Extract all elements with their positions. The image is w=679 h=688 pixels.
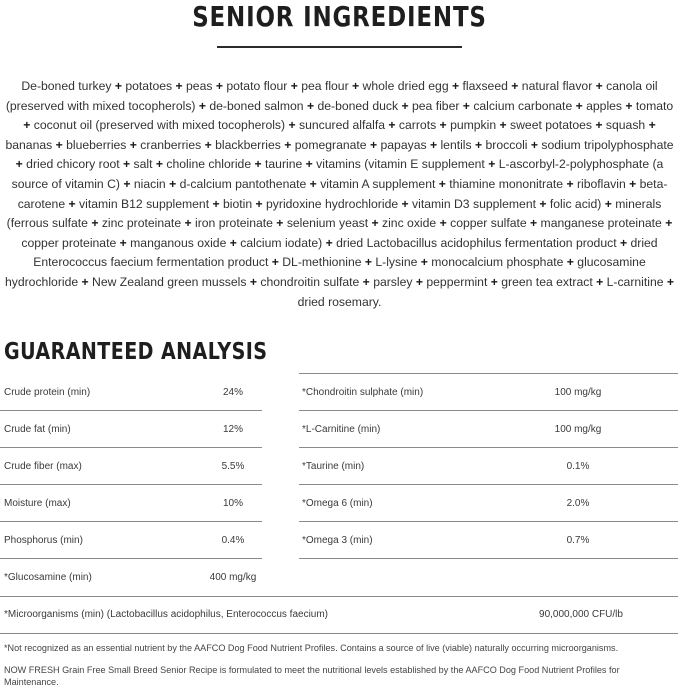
- plus-separator: +: [246, 274, 261, 289]
- ingredient-item: papayas: [380, 137, 427, 152]
- ingredient-item: natural flavor: [521, 79, 593, 93]
- plus-separator: +: [563, 255, 578, 270]
- plus-separator: +: [436, 118, 451, 133]
- plus-separator: +: [385, 118, 399, 133]
- plus-separator: +: [417, 255, 432, 270]
- ingredient-item: cranberries: [140, 137, 202, 152]
- plus-separator: +: [366, 137, 381, 152]
- ingredient-item: L-ascorbyl-2-polyphosphate (a source of vitamin C): [11, 157, 664, 191]
- plus-separator: +: [368, 216, 382, 231]
- ingredient-item: manganese proteinate: [540, 216, 662, 231]
- ingredient-item: L-carnitine: [606, 274, 664, 289]
- ingredient-item: calcium iodate): [240, 235, 323, 250]
- plus-separator: +: [507, 79, 522, 93]
- ga-full-value: 90,000,000 CFU/lb: [539, 609, 623, 620]
- ingredient-item: glucosamine hydrochloride: [4, 255, 646, 289]
- plus-separator: +: [212, 79, 227, 93]
- ingredient-item: vitamin A supplement: [320, 176, 436, 191]
- plus-separator: +: [252, 196, 267, 211]
- ga-left-value: 10%: [222, 498, 243, 509]
- ingredient-item: de-boned salmon: [209, 98, 304, 113]
- table-rule: [0, 521, 262, 522]
- ga-right-value: 0.1%: [566, 461, 590, 472]
- ingredient-item: blackberries: [215, 137, 281, 152]
- table-rule: [0, 558, 262, 559]
- ingredient-item: pea flour: [301, 79, 349, 93]
- plus-separator: +: [195, 98, 210, 113]
- plus-separator: +: [285, 118, 299, 133]
- ingredient-item: canola oil (preserved with mixed tocopherols): [5, 79, 658, 113]
- ingredient-item: pyridoxine hydrochloride: [266, 196, 399, 211]
- plus-separator: +: [625, 176, 640, 191]
- plus-separator: +: [201, 137, 216, 152]
- plus-separator: +: [412, 274, 427, 289]
- ingredient-item: coconut oil (preserved with mixed tocopherols): [33, 118, 286, 133]
- ga-right-value: 100 mg/kg: [554, 387, 602, 398]
- ga-left-label: Crude fiber (max): [4, 461, 82, 472]
- ingredient-item: flaxseed: [462, 79, 508, 93]
- ingredient-item: vitamin B12 supplement: [79, 196, 210, 211]
- title-underline: [217, 46, 462, 48]
- plus-separator: +: [448, 79, 463, 93]
- ga-left-value: 400 mg/kg: [209, 572, 257, 583]
- plus-separator: +: [426, 137, 441, 152]
- ingredient-item: biotin: [222, 196, 253, 211]
- plus-separator: +: [496, 118, 511, 133]
- ga-left-label: *Glucosamine (min): [4, 572, 92, 583]
- aafco-statement: NOW FRESH Grain Free Small Breed Senior Recipe is formulated to meet the nutritional levels established by the AAFCO Dog Food Nutrient Profiles for Maintenance.: [4, 665, 620, 687]
- plus-separator: +: [172, 79, 187, 93]
- ingredient-item: beta-carotene: [17, 176, 668, 211]
- plus-separator: +: [592, 274, 607, 289]
- ingredient-item: pumpkin: [450, 118, 497, 133]
- plus-separator: +: [535, 196, 550, 211]
- ingredient-item: green tea extract: [501, 274, 593, 289]
- table-rule: [299, 558, 678, 559]
- plus-separator: +: [622, 98, 636, 113]
- ga-left-value: 12%: [222, 424, 243, 435]
- plus-separator: +: [116, 235, 131, 250]
- plus-separator: +: [348, 79, 363, 93]
- ingredient-item: L-lysine: [375, 255, 418, 270]
- ingredient-item: vitamins (vitamin E supplement: [316, 157, 485, 172]
- ingredient-item: pomegranate: [294, 137, 367, 152]
- ga-left-value: 24%: [222, 387, 243, 398]
- table-rule: [0, 447, 262, 448]
- table-rule: [0, 410, 262, 411]
- plus-separator: +: [268, 255, 283, 270]
- ingredient-item: niacin: [133, 176, 166, 191]
- ingredient-item: choline chloride: [166, 157, 252, 172]
- ingredient-item: sodium tripolyphosphate: [541, 137, 674, 152]
- plus-separator: +: [592, 79, 607, 93]
- ga-right-label: *L-Carnitine (min): [302, 424, 381, 435]
- ingredient-item: d-calcium pantothenate: [179, 176, 307, 191]
- ga-left-label: Crude protein (min): [4, 387, 91, 398]
- plus-separator: +: [436, 216, 451, 231]
- ingredient-item: selenium yeast: [286, 216, 369, 231]
- table-rule: [299, 484, 678, 485]
- plus-separator: +: [65, 196, 80, 211]
- ingredient-item: zinc oxide: [382, 216, 437, 231]
- ingredient-item: salt: [133, 157, 153, 172]
- footnote: *Not recognized as an essential nutrient by the AAFCO Dog Food Nutrient Profiles. Contains a source of live (viable) naturally occurring microorganisms.: [4, 643, 619, 653]
- plus-separator: +: [527, 137, 542, 152]
- table-rule: [299, 373, 678, 374]
- table-rule: [0, 633, 678, 634]
- table-rule: [0, 596, 678, 597]
- page-title: SENIOR INGREDIENTS: [192, 0, 487, 33]
- ingredient-item: iron proteinate: [195, 216, 273, 231]
- ga-left-value: 5.5%: [221, 461, 245, 472]
- plus-separator: +: [359, 274, 374, 289]
- ingredient-item: dried Lactobacillus acidophilus fermentation product: [336, 235, 617, 250]
- plus-separator: +: [398, 196, 413, 211]
- ingredient-item: potato flour: [226, 79, 288, 93]
- plus-separator: +: [398, 98, 412, 113]
- plus-separator: +: [209, 196, 223, 211]
- ingredient-item: calcium carbonate: [473, 98, 573, 113]
- ingredient-item: monocalcium phosphate: [431, 255, 564, 270]
- ingredient-item: manganous oxide: [130, 235, 227, 250]
- table-rule: [299, 410, 678, 411]
- ingredient-item: New Zealand green mussels: [92, 274, 247, 289]
- plus-separator: +: [78, 274, 93, 289]
- ingredient-item: whole dried egg: [362, 79, 449, 93]
- plus-separator: +: [165, 176, 180, 191]
- ingredient-item: copper proteinate: [21, 235, 117, 250]
- plus-separator: +: [280, 137, 295, 152]
- ingredient-item: riboflavin: [576, 176, 626, 191]
- ingredient-item: DL-methionine: [282, 255, 362, 270]
- plus-separator: +: [119, 176, 134, 191]
- ingredient-item: folic acid): [549, 196, 602, 211]
- ingredient-item: dried Enterococcus faecium fermentation product: [33, 235, 658, 270]
- ga-right-label: *Taurine (min): [302, 461, 365, 472]
- plus-separator: +: [616, 235, 631, 250]
- ingredient-item: taurine: [265, 157, 303, 172]
- ingredient-item: De-boned turkey: [21, 79, 112, 93]
- plus-separator: +: [471, 137, 486, 152]
- ingredient-item: peppermint: [426, 274, 488, 289]
- plus-separator: +: [181, 216, 195, 231]
- ingredient-item: zinc proteinate: [101, 216, 182, 231]
- table-rule: [299, 447, 678, 448]
- plus-separator: +: [484, 157, 499, 172]
- ingredient-item: lentils: [440, 137, 472, 152]
- plus-separator: +: [322, 235, 337, 250]
- table-rule: [299, 521, 678, 522]
- ingredient-item: minerals (ferrous sulfate: [6, 196, 662, 231]
- ga-left-value: 0.4%: [221, 535, 245, 546]
- ingredient-item: chondroitin sulfate: [260, 274, 360, 289]
- plus-separator: +: [361, 255, 376, 270]
- ga-full-label: *Microorganisms (min) (Lactobacillus acidophilus, Enterococcus faecium): [4, 609, 329, 620]
- plus-separator: +: [487, 274, 502, 289]
- ingredient-item: de-boned duck: [317, 98, 399, 113]
- ingredient-item: carrots: [398, 118, 437, 133]
- ga-right-label: *Omega 3 (min): [302, 535, 373, 546]
- ingredient-item: bananas: [5, 137, 53, 152]
- plus-separator: +: [272, 216, 287, 231]
- plus-separator: +: [601, 196, 616, 211]
- table-rule: [0, 484, 262, 485]
- ingredient-item: blueberries: [66, 137, 127, 152]
- plus-separator: +: [87, 216, 102, 231]
- plus-separator: +: [23, 118, 34, 133]
- ingredient-item: dried chicory root: [26, 157, 120, 172]
- ingredient-item: tomato: [635, 98, 674, 113]
- ga-right-value: 0.7%: [566, 535, 590, 546]
- ingredient-item: thiamine mononitrate: [449, 176, 564, 191]
- ingredient-item: sweet potatoes: [510, 118, 593, 133]
- ingredient-item: squash: [605, 118, 646, 133]
- plus-separator: +: [303, 98, 318, 113]
- plus-separator: +: [251, 157, 265, 172]
- plus-separator: +: [435, 176, 450, 191]
- ga-left-label: Crude fat (min): [4, 424, 71, 435]
- ingredient-item: parsley: [373, 274, 413, 289]
- plus-separator: +: [126, 137, 141, 152]
- plus-separator: +: [287, 79, 302, 93]
- guaranteed-analysis-title: GUARANTEED ANALYSIS: [4, 339, 268, 365]
- plus-separator: +: [152, 157, 167, 172]
- ingredient-item: broccoli: [485, 137, 528, 152]
- ingredient-item: suncured alfalfa: [298, 118, 386, 133]
- ga-right-value: 100 mg/kg: [554, 424, 602, 435]
- ga-right-label: *Omega 6 (min): [302, 498, 373, 509]
- plus-separator: +: [119, 157, 134, 172]
- ingredient-item: copper sulfate: [450, 216, 527, 231]
- plus-separator: +: [459, 98, 474, 113]
- ingredient-item: apples: [586, 98, 623, 113]
- ingredient-item: peas: [186, 79, 213, 93]
- plus-separator: +: [52, 137, 67, 152]
- plus-separator: +: [661, 216, 673, 231]
- ga-left-label: Moisture (max): [4, 498, 71, 509]
- plus-separator: +: [572, 98, 587, 113]
- plus-separator: +: [15, 157, 27, 172]
- plus-separator: +: [226, 235, 241, 250]
- ingredient-item: vitamin D3 supplement: [412, 196, 536, 211]
- plus-separator: +: [306, 176, 321, 191]
- plus-separator: +: [563, 176, 577, 191]
- ga-left-label: Phosphorus (min): [4, 535, 83, 546]
- ingredient-item: potatoes: [125, 79, 173, 93]
- plus-separator: +: [111, 79, 126, 93]
- plus-separator: +: [663, 274, 675, 289]
- ingredient-item: pea fiber: [411, 98, 460, 113]
- ga-right-label: *Chondroitin sulphate (min): [302, 387, 424, 398]
- ingredient-item: dried rosemary.: [297, 294, 382, 309]
- ingredients-list: [2, 77, 677, 312]
- plus-separator: +: [302, 157, 317, 172]
- plus-separator: +: [526, 216, 541, 231]
- plus-separator: +: [592, 118, 606, 133]
- plus-separator: +: [645, 118, 656, 133]
- ga-right-value: 2.0%: [566, 498, 590, 509]
